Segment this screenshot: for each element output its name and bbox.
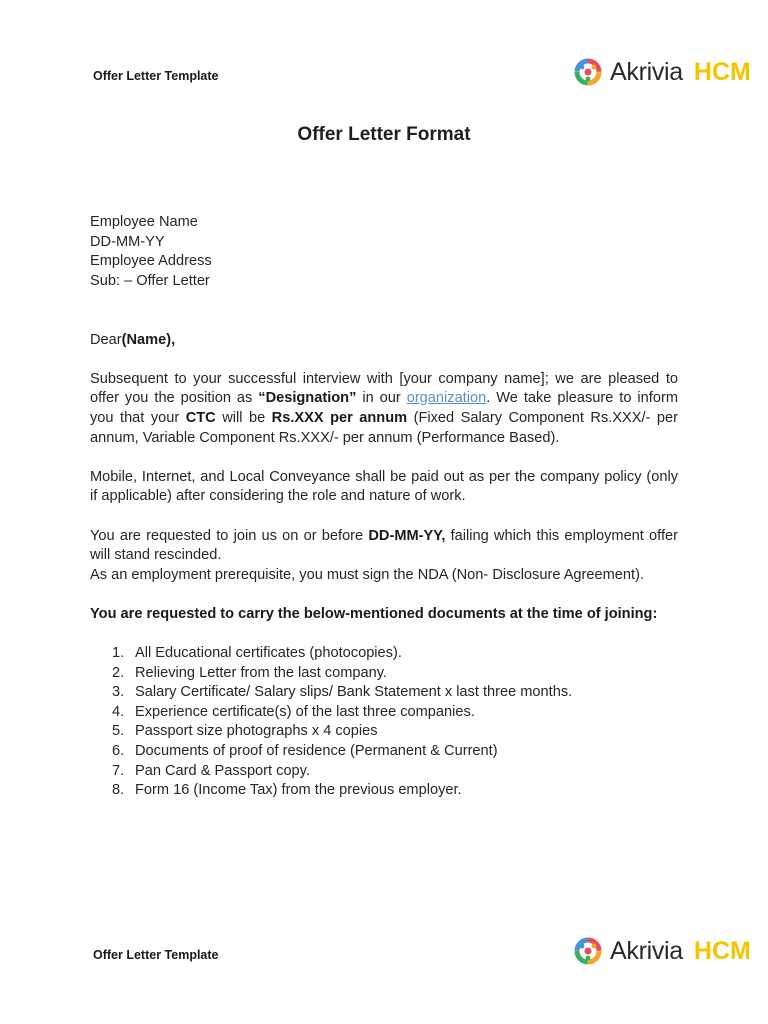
para1-text-1: Subsequent to your successful interview with [your company name]; we are pleased to offer you the position as (90, 370, 678, 407)
address-line: Employee Address (90, 253, 212, 270)
greeting-prefix: Dear (90, 331, 122, 348)
list-item (90, 644, 678, 664)
footer-label: Offer Letter Template (93, 948, 219, 962)
list-number: 6. (112, 743, 125, 760)
nda-paragraph: As an employment prerequisite, you must sign the NDA (Non- Disclosure Agreement). (90, 566, 644, 583)
ctc-amount: Rs.XXX per annum (271, 409, 408, 426)
akrivia-logo-icon (572, 56, 604, 88)
list-number: 3. (112, 684, 125, 701)
greeting (90, 331, 678, 351)
list-text: Passport size photographs x 4 copies (135, 723, 378, 740)
para3-text-1: You are requested to join us on or before (90, 527, 369, 544)
list-number: 7. (112, 762, 125, 779)
logo-brand-text: Akrivia (610, 936, 683, 965)
conveyance-paragraph: Mobile, Internet, and Local Conveyance shall be paid out as per the company policy (only if applicable) after considering the role and nature of work. (90, 468, 678, 505)
list-item (90, 722, 678, 742)
list-text: All Educational certificates (photocopies). (135, 645, 402, 662)
address-line: DD-MM-YY (90, 233, 165, 250)
para1-text-3: . We take pleasure to inform you that your (90, 390, 678, 426)
para1-text-2: in our (356, 390, 407, 407)
para1-text-4: will be (215, 409, 272, 426)
logo-hcm-text: HCM (693, 936, 751, 965)
company-logo-footer (572, 935, 751, 967)
organization-link[interactable]: organization (406, 390, 487, 407)
list-text: Form 16 (Income Tax) from the previous employer. (135, 782, 462, 799)
greeting-name: (Name), (121, 331, 176, 348)
list-text: Salary Certificate/ Salary slips/ Bank Statement x last three months. (135, 684, 573, 701)
documents-heading-text: You are requested to carry the below-mentioned documents at the time of joining: (90, 605, 658, 622)
offer-paragraph (90, 370, 678, 448)
list-text: Relieving Letter from the last company. (135, 664, 387, 681)
letter-body (90, 213, 678, 801)
list-number: 5. (112, 723, 125, 740)
address-line: Employee Name (90, 214, 198, 230)
list-text: Documents of proof of residence (Permanent & Current) (135, 743, 498, 760)
logo-brand-text: Akrivia (610, 57, 683, 86)
list-item (90, 683, 678, 703)
company-logo (572, 56, 751, 88)
list-item (90, 664, 678, 684)
list-number: 8. (112, 782, 125, 799)
page-title: Offer Letter Format (297, 124, 471, 145)
list-text: Pan Card & Passport copy. (135, 762, 310, 779)
para3-text-2: failing which this employment offer will stand rescinded. (90, 527, 678, 564)
documents-heading (90, 605, 678, 625)
list-text: Experience certificate(s) of the last three companies. (135, 703, 475, 720)
logo-hcm-text: HCM (693, 57, 751, 86)
ctc-text: CTC (185, 409, 216, 426)
list-number: 2. (112, 664, 125, 681)
list-item (90, 742, 678, 762)
list-item (90, 781, 678, 801)
list-item (90, 762, 678, 782)
akrivia-logo-icon (572, 935, 604, 967)
documents-list (90, 644, 678, 801)
joining-paragraph (90, 527, 678, 566)
address-line: Sub: – Offer Letter (90, 272, 210, 289)
list-number: 4. (112, 703, 125, 720)
list-number: 1. (112, 645, 125, 662)
designation-text: “Designation” (258, 390, 357, 407)
joining-date: DD-MM-YY, (368, 527, 446, 544)
list-item (90, 703, 678, 723)
header-label: Offer Letter Template (93, 69, 219, 83)
para1-text-5: (Fixed Salary Component Rs.XXX/- per annum, Variable Component Rs.XXX/- per annum (Performance Based). (90, 409, 678, 446)
